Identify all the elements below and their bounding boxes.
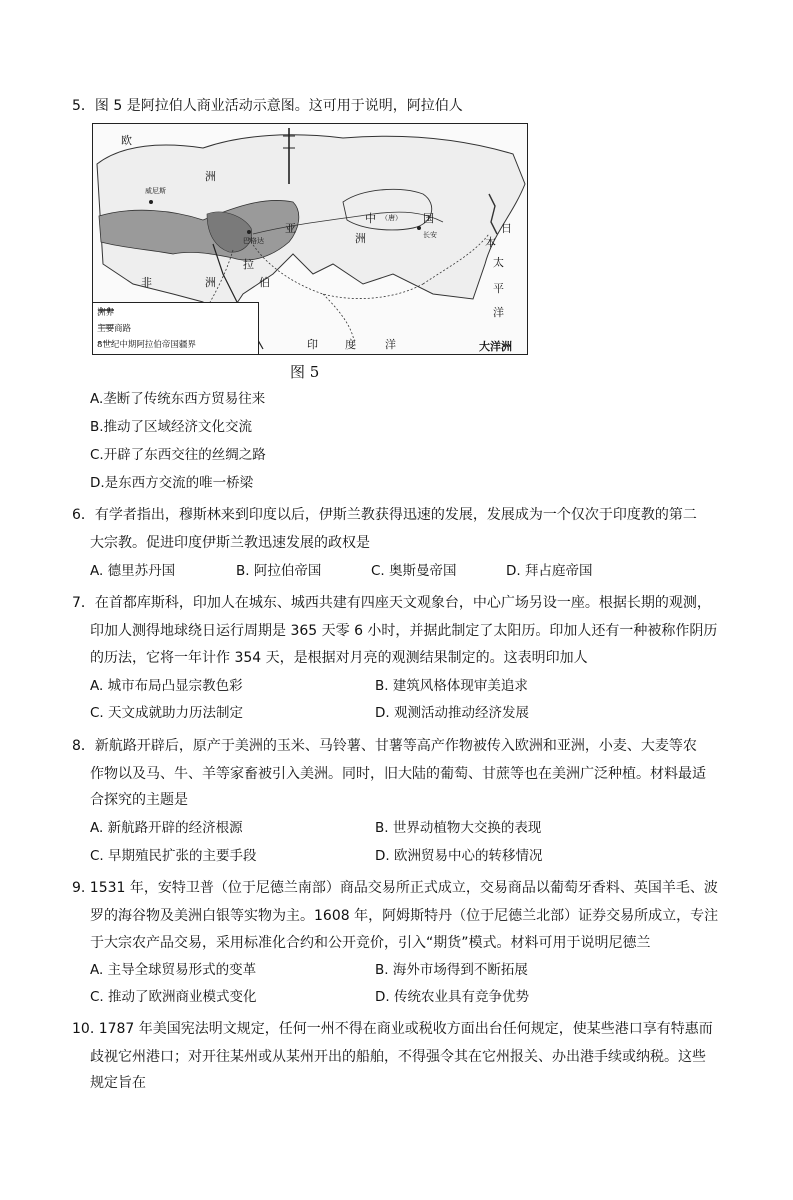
label-arabia: 拉 <box>243 258 254 271</box>
label-africa-2: 洲 <box>205 276 216 289</box>
label-japan: 日 <box>501 222 512 235</box>
trade-route-symbol <box>97 322 115 330</box>
q7-option-c[interactable]: C. 天文成就助力历法制定 <box>90 705 244 721</box>
q7-option-a[interactable]: A. 城市布局凸显宗教色彩 <box>90 678 243 694</box>
q8-option-c[interactable]: C. 早期殖民扩张的主要手段 <box>90 848 257 864</box>
q10-stem-line-2: 歧视它州港口；对开往某州或从某州开出的船舶，不得强令其在它州报关、办出港手续或纳税。这些 <box>90 1049 706 1065</box>
label-india-ocean-3: 洋 <box>385 338 396 351</box>
q5-option-a[interactable]: A.垄断了传统东西方贸易往来 <box>90 391 266 407</box>
label-venice: 威尼斯 <box>145 187 166 195</box>
label-europe-2: 洲 <box>205 170 216 183</box>
q7-option-b[interactable]: B. 建筑风格体现审美追求 <box>375 678 528 694</box>
legend-route-label: 主要商路 <box>97 324 132 334</box>
q9-stem-line-2: 罗的海谷物及美洲白银等实物为主。1608 年，阿姆斯特丹（位于尼德兰北部）证券交易所成立，专注 <box>90 908 719 924</box>
q5-option-b[interactable]: B.推动了区域经济文化交流 <box>90 419 253 435</box>
q6-option-b[interactable]: B. 阿拉伯帝国 <box>236 563 322 579</box>
label-pacific-2: 平 <box>493 282 504 295</box>
q9-option-c[interactable]: C. 推动了欧洲商业模式变化 <box>90 989 257 1005</box>
label-tang: （唐） <box>381 214 402 222</box>
q8-stem-line-2: 作物以及马、牛、羊等家畜被引入美洲。同时，旧大陆的葡萄、甘蔗等也在美洲广泛种植。材料最适 <box>90 766 706 782</box>
q6-stem-line-1: 6．有学者指出，穆斯林来到印度以后，伊斯兰教获得迅速的发展，发展成为一个仅次于印度教的第二 <box>72 507 697 523</box>
label-pacific-1: 太 <box>493 256 504 269</box>
q5-figure-map <box>92 123 528 355</box>
legend-row-route <box>97 322 131 334</box>
empire-border-symbol <box>97 338 115 346</box>
label-india-ocean-1: 印 <box>307 338 318 351</box>
q7-option-d[interactable]: D. 观测活动推动经济发展 <box>375 705 529 721</box>
label-asia-2: 洲 <box>355 232 366 245</box>
figure-caption: 图 5 <box>290 363 320 381</box>
label-asia: 亚 <box>285 222 296 235</box>
label-pacific-3: 洋 <box>493 306 504 319</box>
label-europe: 欧 <box>121 134 132 147</box>
q7-stem-line-3: 的历法，它将一年计作 354 天，是根据对月亮的观测结果制定的。这表明印加人 <box>90 650 588 666</box>
q7-stem-line-1: 7．在首都库斯科，印加人在城东、城西共建有四座天文观象台，中心广场另设一座。根据长期的观测， <box>72 595 711 611</box>
label-arabia-2: 伯 <box>259 276 270 289</box>
legend-boundary-label: 洲界 <box>97 308 115 318</box>
q8-option-d[interactable]: D. 欧洲贸易中心的转移情况 <box>375 848 543 864</box>
label-guo: 国 <box>423 212 434 225</box>
legend-row-boundary <box>97 306 114 318</box>
label-africa: 非 <box>141 276 152 289</box>
q10-stem-line-3: 规定旨在 <box>90 1075 146 1091</box>
q8-option-a[interactable]: A. 新航路开辟的经济根源 <box>90 820 243 836</box>
q9-stem-line-3: 于大宗农产品交易，采用标准化合约和公开竞价，引入“期货”模式。材料可用于说明尼德兰 <box>90 935 651 951</box>
label-oceania: 大洋洲 <box>479 340 512 353</box>
q6-option-a[interactable]: A. 德里苏丹国 <box>90 563 176 579</box>
q8-option-b[interactable]: B. 世界动植物大交换的表现 <box>375 820 542 836</box>
label-changan: 长安 <box>423 231 437 239</box>
q5-option-c[interactable]: C.开辟了东西交往的丝绸之路 <box>90 447 266 463</box>
label-japan-2: 本 <box>485 236 496 249</box>
q8-stem-line-3: 合探究的主题是 <box>90 792 188 808</box>
legend-empire-label: 8世纪中期阿拉伯帝国疆界 <box>97 340 196 350</box>
q6-option-c[interactable]: C. 奥斯曼帝国 <box>371 563 457 579</box>
q8-stem-line-1: 8．新航路开辟后，原产于美洲的玉米、马铃薯、甘薯等高产作物被传入欧洲和亚洲，小麦、大麦等农 <box>72 738 697 754</box>
q6-option-d[interactable]: D. 拜占庭帝国 <box>506 563 593 579</box>
q7-stem-line-2: 印加人测得地球绕日运行周期是 365 天零 6 小时，并据此制定了太阳历。印加人还有一种被称作阴历 <box>90 623 718 639</box>
q9-option-d[interactable]: D. 传统农业具有竞争优势 <box>375 989 529 1005</box>
q9-option-a[interactable]: A. 主导全球贸易形式的变革 <box>90 962 257 978</box>
label-china: 中 <box>365 212 376 225</box>
q9-stem-line-1: 9. 1531 年，安特卫普（位于尼德兰南部）商品交易所正式成立，交易商品以葡萄牙香料、英国羊毛、波 <box>72 880 718 896</box>
continent-boundary-symbol <box>97 306 115 314</box>
legend-row-empire <box>97 338 196 350</box>
q9-option-b[interactable]: B. 海外市场得到不断拓展 <box>375 962 528 978</box>
label-baghdad: 巴格达 <box>243 237 264 245</box>
q5-stem: 5．图 5 是阿拉伯人商业活动示意图。这可用于说明，阿拉伯人 <box>72 98 463 114</box>
map-legend <box>93 302 259 354</box>
q5-option-d[interactable]: D.是东西方交流的唯一桥梁 <box>90 475 254 491</box>
q6-stem-line-2: 大宗教。促进印度伊斯兰教迅速发展的政权是 <box>90 535 370 551</box>
q10-stem-line-1: 10. 1787 年美国宪法明文规定，任何一州不得在商业或税收方面出台任何规定，使某些港口享有特惠而 <box>72 1021 713 1037</box>
label-india-ocean-2: 度 <box>345 338 356 351</box>
